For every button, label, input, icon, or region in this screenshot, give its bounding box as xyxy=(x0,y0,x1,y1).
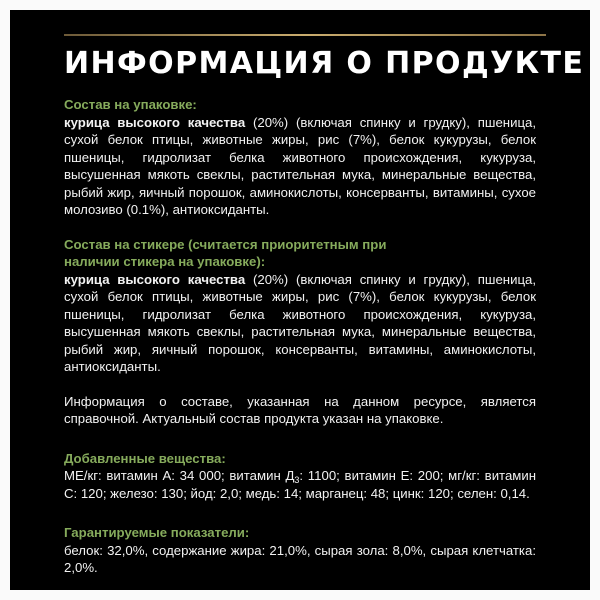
gold-divider xyxy=(64,34,546,36)
additives-text xyxy=(64,467,536,502)
guaranteed-section xyxy=(64,524,536,577)
package-composition-heading: Состав на упаковке: xyxy=(64,97,197,112)
guaranteed-text: белок: 32,0%, содержание жира: 21,0%, сырая зола: 8,0%, сырая клетчатка: 2,0%. xyxy=(64,542,536,575)
product-info-card xyxy=(10,10,590,590)
additives-text-part1: МЕ/кг: витамин А: 34 000; витамин Д xyxy=(64,468,295,483)
guaranteed-heading: Гарантируемые показатели: xyxy=(64,525,250,540)
sticker-composition-lead: курица высокого качества xyxy=(64,271,246,287)
product-info-content xyxy=(64,96,536,577)
additives-heading: Добавленные вещества: xyxy=(64,450,226,466)
sticker-composition-section xyxy=(64,236,536,376)
package-composition-section xyxy=(64,96,536,219)
sticker-composition-heading: Состав на стикере (считается приоритетным при наличии стикера на упаковке): xyxy=(64,236,387,269)
package-composition-body: (20%) (включая спинку и грудку), пшеница, сухой белок птицы, животные жиры, рис (7%), белок кукурузы, белок пшеницы, гидролизат белка животного происхождения, кукуруза, высушенная мякоть свеклы, растительная мука, минеральные вещества, рыбий жир, яичный порошок, аминокислоты, консерванты, витамины, сухое молозиво (0.1%), антиоксиданты. xyxy=(64,114,536,217)
package-composition-lead: курица высокого качества xyxy=(64,114,246,130)
sticker-composition-text xyxy=(64,271,536,376)
additives-section xyxy=(64,450,536,503)
composition-disclaimer: Информация о составе, указанная на данном ресурсе, является справочной. Актуальный состав продукта указан на упаковке. xyxy=(64,393,536,426)
page-title: ИНФОРМАЦИЯ О ПРОДУКТЕ xyxy=(64,46,585,81)
additives-text-part2: : 1100; витамин Е: 200; мг/кг: витамин С: 120; железо: 130; йод: 2,0; медь: 14; марганец: 48; цинк: 120; селен: 0,14. xyxy=(64,468,536,501)
vitamin-d-subscript: 3 xyxy=(294,475,300,485)
sticker-composition-body: (20%) (включая спинку и грудку), пшеница, сухой белок птицы, животные жиры, рис (7%), белок кукурузы, белок пшеницы, гидролизат белка животного происхождения, кукуруза, высушенная мякоть свеклы, растительная мука, минеральные вещества, рыбий жир, яичный порошок, консерванты, витамины, аминокислоты, антиоксиданты. xyxy=(64,271,536,374)
package-composition-text xyxy=(64,114,536,219)
